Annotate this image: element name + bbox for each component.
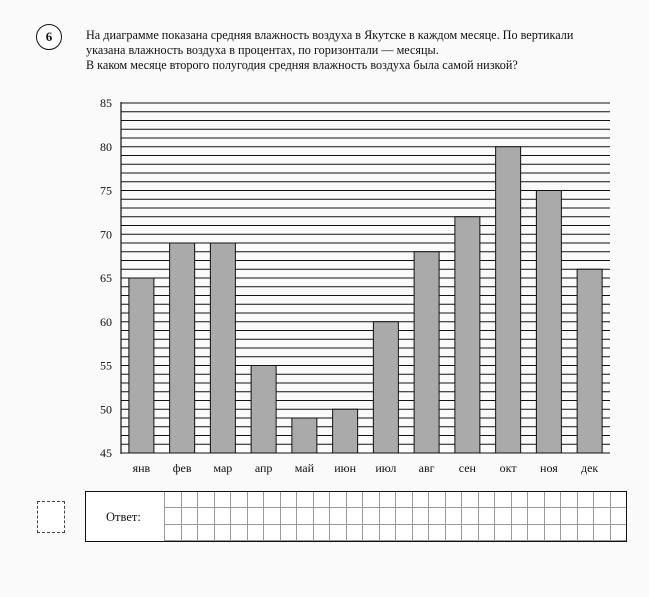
answer-cell[interactable] xyxy=(560,508,577,524)
answer-cell[interactable] xyxy=(610,492,627,508)
answer-cell[interactable] xyxy=(527,508,544,524)
answer-cell[interactable] xyxy=(280,492,297,508)
answer-cell[interactable] xyxy=(412,508,429,524)
answer-cell[interactable] xyxy=(527,492,544,508)
answer-cell[interactable] xyxy=(511,508,528,524)
answer-cell[interactable] xyxy=(214,525,231,541)
answer-box xyxy=(85,491,627,542)
answer-cell[interactable] xyxy=(362,525,379,541)
answer-cell[interactable] xyxy=(511,525,528,541)
answer-cell[interactable] xyxy=(346,525,363,541)
answer-cell[interactable] xyxy=(181,508,198,524)
answer-cell[interactable] xyxy=(280,525,297,541)
x-tick-label: окт xyxy=(499,461,517,475)
x-tick-label: май xyxy=(294,461,315,475)
x-tick-label: мар xyxy=(213,461,233,475)
answer-cell[interactable] xyxy=(329,492,346,508)
answer-cell[interactable] xyxy=(329,525,346,541)
answer-cell[interactable] xyxy=(395,525,412,541)
bar-июл xyxy=(373,322,398,453)
y-tick-label: 60 xyxy=(100,314,112,329)
answer-cell[interactable] xyxy=(263,492,280,508)
bar-янв xyxy=(129,278,154,453)
x-tick-label: янв xyxy=(132,461,151,475)
answer-cell[interactable] xyxy=(494,525,511,541)
x-tick-label: дек xyxy=(580,461,599,475)
answer-cell[interactable] xyxy=(461,492,478,508)
answer-cell[interactable] xyxy=(445,525,462,541)
answer-cell[interactable] xyxy=(478,508,495,524)
y-tick-label: 45 xyxy=(100,446,112,460)
answer-cell[interactable] xyxy=(313,508,330,524)
x-tick-label: фев xyxy=(172,461,192,475)
answer-cell[interactable] xyxy=(412,525,429,541)
y-tick-label: 80 xyxy=(100,139,112,154)
bar-дек xyxy=(577,269,602,453)
x-tick-label: авг xyxy=(418,461,435,475)
answer-cell[interactable] xyxy=(230,525,247,541)
bar-апр xyxy=(251,366,276,454)
answer-cell[interactable] xyxy=(197,508,214,524)
answer-cell[interactable] xyxy=(247,525,264,541)
answer-cell[interactable] xyxy=(577,525,594,541)
x-tick-label: июл xyxy=(375,461,397,475)
y-tick-label: 50 xyxy=(100,402,112,417)
x-tick-label: ноя xyxy=(540,461,558,475)
answer-cell[interactable] xyxy=(214,508,231,524)
bar-авг xyxy=(414,252,439,453)
answer-cell[interactable] xyxy=(313,525,330,541)
question-line-3: В каком месяце второго полугодия средняя влажность воздуха была самой низкой? xyxy=(86,58,518,72)
y-tick-label: 75 xyxy=(100,183,112,198)
answer-cell[interactable] xyxy=(494,492,511,508)
answer-cell[interactable] xyxy=(346,508,363,524)
answer-cell[interactable] xyxy=(181,492,198,508)
answer-cell[interactable] xyxy=(296,492,313,508)
x-tick-label: сен xyxy=(458,461,476,475)
answer-cell[interactable] xyxy=(577,508,594,524)
answer-cell[interactable] xyxy=(544,525,561,541)
bar-мар xyxy=(210,243,235,453)
answer-cell[interactable] xyxy=(181,525,198,541)
answer-grid[interactable] xyxy=(164,492,626,541)
answer-cell[interactable] xyxy=(197,525,214,541)
answer-cell[interactable] xyxy=(461,508,478,524)
answer-cell[interactable] xyxy=(263,525,280,541)
bar-сен xyxy=(455,217,480,453)
answer-cell[interactable] xyxy=(164,508,181,524)
answer-cell[interactable] xyxy=(593,492,610,508)
y-tick-label: 85 xyxy=(100,96,112,110)
question-line-1: На диаграмме показана средняя влажность воздуха в Якутске в каждом месяце. По вертикали xyxy=(86,28,574,42)
y-tick-label: 65 xyxy=(100,271,112,285)
answer-cell[interactable] xyxy=(445,508,462,524)
y-tick-label: 55 xyxy=(100,358,112,373)
answer-cell[interactable] xyxy=(197,492,214,508)
answer-cell[interactable] xyxy=(247,492,264,508)
bar-окт xyxy=(496,147,521,453)
answer-cell[interactable] xyxy=(280,508,297,524)
answer-cell[interactable] xyxy=(428,492,445,508)
x-tick-label: апр xyxy=(254,461,273,475)
answer-cell[interactable] xyxy=(544,508,561,524)
answer-cell[interactable] xyxy=(610,525,627,541)
answer-cell[interactable] xyxy=(593,508,610,524)
bar-май xyxy=(292,418,317,453)
answer-cell[interactable] xyxy=(379,492,396,508)
answer-cell[interactable] xyxy=(263,508,280,524)
task-number: 6 xyxy=(36,24,62,50)
bar-июн xyxy=(333,409,358,453)
answer-cell[interactable] xyxy=(329,508,346,524)
answer-cell[interactable] xyxy=(395,492,412,508)
answer-label: Ответ: xyxy=(106,510,141,524)
answer-cell[interactable] xyxy=(593,525,610,541)
x-tick-label: июн xyxy=(334,461,357,475)
answer-cell[interactable] xyxy=(247,508,264,524)
answer-cell[interactable] xyxy=(164,525,181,541)
answer-cell[interactable] xyxy=(445,492,462,508)
answer-cell[interactable] xyxy=(577,492,594,508)
answer-cell[interactable] xyxy=(494,508,511,524)
answer-cell[interactable] xyxy=(214,492,231,508)
answer-cell[interactable] xyxy=(379,525,396,541)
answer-cell[interactable] xyxy=(362,492,379,508)
answer-cell[interactable] xyxy=(164,492,181,508)
answer-cell[interactable] xyxy=(346,492,363,508)
answer-cell[interactable] xyxy=(511,492,528,508)
answer-cell[interactable] xyxy=(478,492,495,508)
answer-cell[interactable] xyxy=(379,508,396,524)
y-tick-label: 70 xyxy=(100,227,112,242)
answer-cell[interactable] xyxy=(544,492,561,508)
answer-cell[interactable] xyxy=(461,525,478,541)
answer-cell[interactable] xyxy=(560,525,577,541)
answer-cell[interactable] xyxy=(527,525,544,541)
answer-cell[interactable] xyxy=(412,492,429,508)
answer-cell[interactable] xyxy=(296,525,313,541)
bar-фев xyxy=(170,243,195,453)
answer-cell[interactable] xyxy=(230,492,247,508)
answer-cell[interactable] xyxy=(395,508,412,524)
answer-cell[interactable] xyxy=(560,492,577,508)
answer-cell[interactable] xyxy=(296,508,313,524)
answer-cell[interactable] xyxy=(478,525,495,541)
answer-cell[interactable] xyxy=(230,508,247,524)
answer-cell[interactable] xyxy=(313,492,330,508)
answer-cell[interactable] xyxy=(610,508,627,524)
bar-ноя xyxy=(536,191,561,454)
answer-cell[interactable] xyxy=(428,525,445,541)
answer-cell[interactable] xyxy=(428,508,445,524)
answer-cell[interactable] xyxy=(362,508,379,524)
answer-checkbox[interactable] xyxy=(37,501,65,533)
question-line-2: указана влажность воздуха в процентах, по горизонтали — месяцы. xyxy=(86,43,439,57)
